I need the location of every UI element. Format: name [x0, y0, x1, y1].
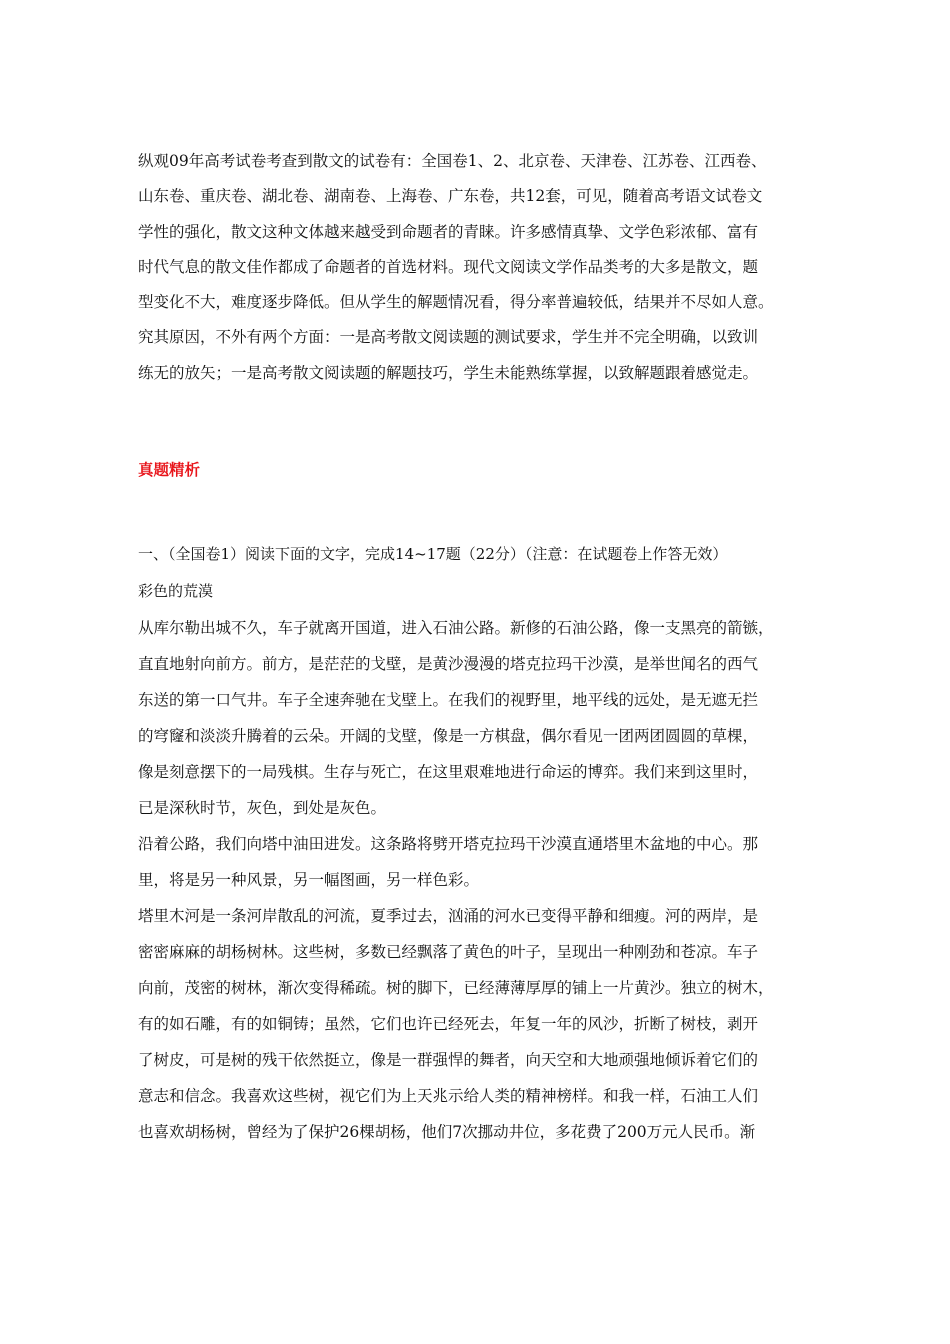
article-line: 里，将是另一种风景，另一幅图画，另一样色彩。 [138, 871, 480, 889]
intro-line: 学性的强化，散文这种文体越来越受到命题者的青睐。许多感情真挚、文学色彩浓郁、富有 [138, 222, 759, 241]
article-line: 密密麻麻的胡杨树林。这些树，多数已经飘落了黄色的叶子，呈现出一种刚劲和苍凉。车子 [138, 943, 759, 961]
essay-title: 彩色的荒漠 [138, 582, 214, 600]
intro-line: 纵观09年高考试卷考查到散文的试卷有：全国卷1、2、北京卷、天津卷、江苏卷、江西卷、 [138, 152, 767, 170]
article-line: 也喜欢胡杨树，曾经为了保护26棵胡杨，他们7次挪动井位，多花费了200万元人民币。渐 [138, 1123, 756, 1141]
intro-paragraph [138, 144, 826, 391]
article-line: 从库尔勒出城不久，车子就离开国道，进入石油公路。新修的石油公路，像一支黑亮的箭镞， [138, 619, 774, 637]
article-line: 已是深秋时节，灰色，到处是灰色。 [138, 799, 387, 817]
intro-line: 时代气息的散文佳作都成了命题者的首选材料。现代文阅读文学作品类考的大多是散文，题 [138, 257, 759, 276]
section-heading: 真题精析 [138, 461, 201, 479]
article-line: 有的如石雕，有的如铜铸；虽然，它们也许已经死去，年复一年的风沙，折断了树枝，剥开 [138, 1015, 759, 1033]
article-line: 直直地射向前方。前方，是茫茫的戈壁，是黄沙漫漫的塔克拉玛干沙漠，是举世闻名的西气 [138, 655, 759, 673]
article-line: 意志和信念。我喜欢这些树，视它们为上天兆示给人类的精神榜样。和我一样，石油工人们 [138, 1087, 759, 1105]
article-line: 东送的第一口气井。车子全速奔驰在戈壁上。在我们的视野里，地平线的远处，是无遮无拦 [138, 691, 759, 709]
article-line: 塔里木河是一条河岸散乱的河流，夏季过去，汹涌的河水已变得平静和细瘦。河的两岸，是 [138, 907, 759, 925]
intro-line: 山东卷、重庆卷、湖北卷、湖南卷、上海卷、广东卷，共12套，可见，随着高考语文试卷文 [138, 187, 763, 206]
article-line: 的穹窿和淡淡升腾着的云朵。开阔的戈壁，像是一方棋盘，偶尔看见一团两团圆圆的草棵， [138, 727, 759, 745]
article-body [138, 610, 826, 1150]
article-line: 像是刻意摆下的一局残棋。生存与死亡，在这里艰难地进行命运的博弈。我们来到这里时， [138, 763, 759, 781]
article-line: 了树皮，可是树的残干依然挺立，像是一群强悍的舞者，向天空和大地顽强地倾诉着它们的 [138, 1051, 759, 1069]
article-line: 向前，茂密的树林，渐次变得稀疏。树的脚下，已经薄薄厚厚的铺上一片黄沙。独立的树木， [138, 979, 774, 997]
article-line: 沿着公路，我们向塔中油田进发。这条路将劈开塔克拉玛干沙漠直通塔里木盆地的中心。那 [138, 835, 759, 853]
question-title: 一、（全国卷1）阅读下面的文字，完成14~17题（22分）（注意：在试题卷上作答无效） [138, 545, 728, 563]
intro-line: 型变化不大，难度逐步降低。但从学生的解题情况看，得分率普遍较低，结果并不尽如人意。 [138, 293, 774, 312]
intro-line: 练无的放矢；一是高考散文阅读题的解题技巧，学生未能熟练掌握，以致解题跟着感觉走。 [138, 363, 759, 382]
intro-line: 究其原因，不外有两个方面：一是高考散文阅读题的测试要求，学生并不完全明确，以致训 [138, 328, 759, 347]
